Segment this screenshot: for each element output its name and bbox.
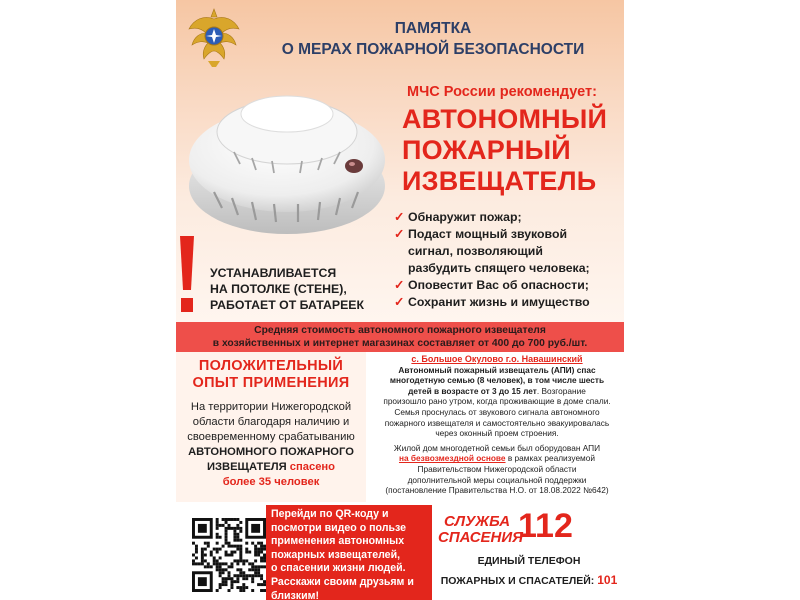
feature-text: разбудить спящего человека; [408, 261, 590, 275]
qr-text-line: посмотри видео о пользе [271, 521, 406, 534]
feature-text: Оповестит Вас об опасности; [408, 278, 589, 292]
exclamation-icon [176, 232, 198, 316]
positive-line-bold: АВТОНОМНОГО ПОЖАРНОГО [188, 446, 354, 458]
title-line-1: ПАМЯТКА [394, 20, 472, 37]
check-icon: ✓ [394, 227, 405, 241]
rescue-service-label [438, 513, 524, 546]
fire-phone-line [432, 573, 624, 587]
positive-title [176, 358, 366, 392]
title-line-2: О МЕРАХ ПОЖАРНОЙ БЕЗОПАСНОСТИ [281, 41, 585, 58]
qr-code-icon[interactable] [192, 518, 266, 592]
story-line: . Возгорание [536, 385, 586, 396]
service-word: СЛУЖБА [443, 513, 511, 530]
story-line: в рамках реализуемой [505, 453, 596, 464]
feature-text: Подаст мощный звуковой [408, 227, 568, 241]
unified-phone-label: ЕДИНЫЙ ТЕЛЕФОН [477, 555, 581, 567]
cost-line: Средняя стоимость автономного пожарного извещателя [254, 325, 546, 336]
page-title [248, 18, 618, 60]
story-line-bold: детей в возрасте от 3 до 15 лет [408, 385, 537, 396]
install-line: УСТАНАВЛИВАЕТСЯ [210, 266, 337, 280]
story-line: произошло рано утром, когда проживающие в доме спали. [383, 396, 611, 407]
detector-title-line-1: АВТОНОМНЫЙ [402, 104, 608, 134]
qr-call-to-action [266, 505, 432, 600]
feature-list [394, 209, 622, 311]
check-icon: ✓ [394, 295, 405, 309]
positive-saved-count: более 35 человек [222, 476, 320, 488]
story-line: Автономный пожарный извещатель (АПИ) спас [398, 364, 596, 375]
detector-title-line-2: ПОЖАРНЫЙ [402, 135, 571, 165]
feature-text: Сохранит жизнь и имущество [408, 295, 590, 309]
qr-text-line: Перейди по QR-коду и [271, 508, 389, 520]
mchs-emblem-icon [186, 5, 242, 69]
story-line: Правительством Нижегородской области [417, 463, 577, 474]
story-line-bold: на безвозмездной основе [398, 453, 506, 464]
feature-item [394, 209, 622, 226]
feature-item [394, 277, 622, 294]
recommend-heading: МЧС России рекомендует: [407, 84, 597, 100]
cost-banner [176, 322, 624, 352]
story-location: с. Большое Окулово г.о. Навашинский [411, 354, 583, 364]
install-line: РАБОТАЕТ ОТ БАТАРЕЕК [210, 298, 365, 312]
rescue-story [370, 352, 624, 502]
smoke-detector-image [184, 74, 394, 244]
story-line: через оконный проем строения. [435, 428, 559, 439]
fire-phone-number: 101 [597, 573, 618, 587]
qr-text-line: применения автономных [271, 535, 405, 548]
qr-text-line: Расскажи своим друзьям и [271, 575, 414, 588]
service-word: СПАСЕНИЯ [438, 529, 524, 546]
positive-title-line: ПОЛОЖИТЕЛЬНЫЙ [198, 358, 344, 374]
feature-item [394, 294, 622, 311]
fire-phone-label: ПОЖАРНЫХ И СПАСАТЕЛЕЙ: [440, 575, 598, 587]
story-line: дополнительной меры социальной поддержки [407, 474, 587, 485]
story-line: пожарного извещателя и самостоятельно эвакуировалась [384, 417, 610, 428]
positive-line: своевременному срабатыванию [187, 431, 355, 443]
positive-text [176, 400, 366, 490]
install-line: НА ПОТОЛКЕ (СТЕНЕ), [210, 282, 347, 296]
feature-text: Обнаружит пожар; [408, 210, 522, 224]
feature-text: сигнал, позволяющий [408, 244, 543, 258]
story-line: Жилой дом многодетной семьи был оборудован АПИ [393, 442, 601, 453]
check-icon: ✓ [394, 278, 405, 292]
positive-saved-word: спасено [286, 461, 336, 473]
install-note [210, 265, 364, 313]
poster [176, 0, 624, 600]
cost-line: в хозяйственных и интернет магазинах составляет от 400 до 700 руб./шт. [212, 338, 588, 349]
positive-line: На территории Нижегородской [190, 401, 352, 413]
positive-title-line: ОПЫТ ПРИМЕНЕНИЯ [192, 375, 350, 391]
positive-line-bold: ИЗВЕЩАТЕЛЯ [206, 461, 287, 473]
check-icon: ✓ [394, 210, 405, 224]
qr-text-line: близким! [271, 589, 319, 600]
story-line: многодетную семью (8 человек), в том числе шесть [389, 375, 605, 386]
story-line: Семья проснулась от звукового сигнала автономного [394, 406, 600, 417]
detector-title [402, 104, 607, 197]
emergency-number: 112 [518, 507, 573, 545]
feature-item [394, 226, 622, 277]
story-line: (постановление Правительства Н.О. от 18.08.2022 №642) [385, 485, 609, 496]
qr-text-line: о спасении жизни людей. [271, 562, 406, 575]
qr-text-line: пожарных извещателей, [271, 548, 401, 561]
detector-title-line-3: ИЗВЕЩАТЕЛЬ [402, 166, 597, 196]
positive-line: области благодаря наличию и [192, 416, 350, 428]
